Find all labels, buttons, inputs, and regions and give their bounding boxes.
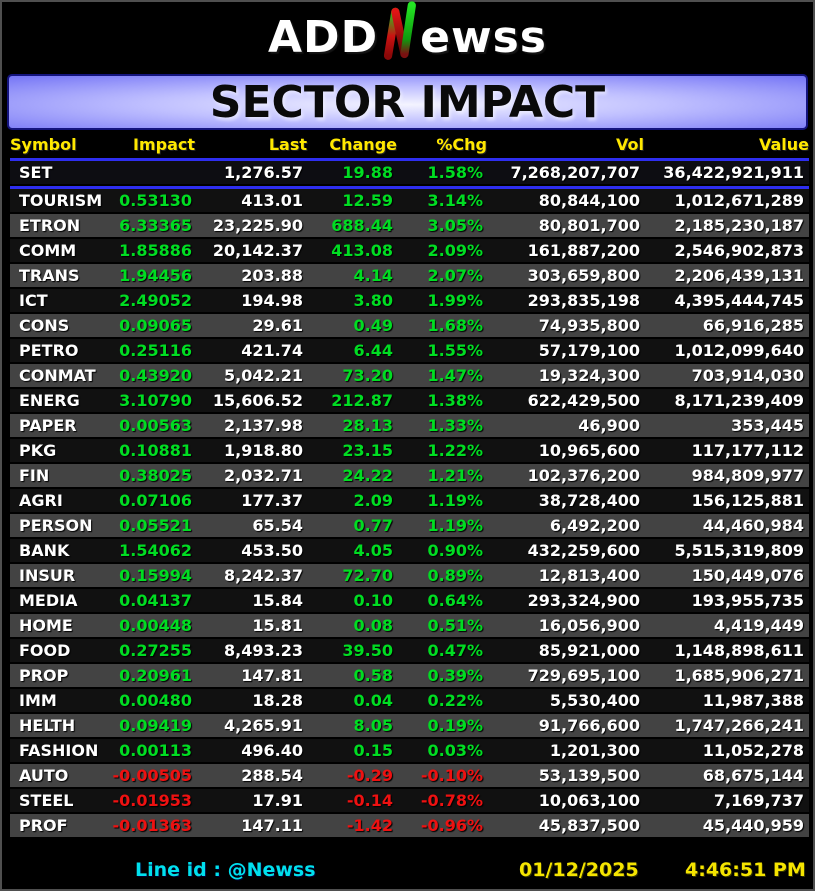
table-header-row [10,130,809,158]
cell-value: 5,515,319,809 [674,541,804,560]
cell-symbol: INSUR [19,566,76,585]
cell-symbol: TRANS [19,266,80,285]
cell-value: 44,460,984 [702,516,804,535]
cell-pct: -0.96% [420,816,483,835]
cell-value: 2,185,230,187 [674,216,804,235]
cell-symbol: HELTH [19,716,76,735]
cell-symbol: ENERG [19,391,80,410]
cell-symbol: ICT [19,291,48,310]
cell-last: 1,276.57 [224,163,303,182]
cell-vol: 57,179,100 [538,341,640,360]
logo-n-icon [379,0,419,75]
table-row [10,314,809,339]
cell-value: 66,916,285 [702,316,804,335]
cell-last: 4,265.91 [224,716,303,735]
cell-vol: 19,324,300 [538,366,640,385]
cell-symbol: TOURISM [19,191,103,210]
table-row [10,589,809,614]
cell-change: 413.08 [331,241,393,260]
footer [2,852,815,890]
line-id-label: Line id : @Newss [135,859,316,881]
cell-vol: 38,728,400 [538,491,640,510]
table-row [10,439,809,464]
cell-impact: 0.07106 [119,491,192,510]
table-row [10,389,809,414]
cell-value: 45,440,959 [702,816,804,835]
cell-pct: 1.58% [427,163,483,182]
cell-value: 1,012,671,289 [674,191,804,210]
cell-impact: 1.54062 [119,541,192,560]
cell-last: 65.54 [252,516,303,535]
table-row [10,664,809,689]
cell-vol: 10,063,100 [538,791,640,810]
table-row [10,189,809,214]
table-row [10,689,809,714]
cell-vol: 5,530,400 [549,691,640,710]
cell-pct: 3.14% [427,191,483,210]
cell-value: 1,747,266,241 [674,716,804,735]
cell-change: 4.05 [353,541,393,560]
table-row [10,414,809,439]
column-header-vol: Vol [616,134,644,154]
cell-impact: 0.05521 [119,516,192,535]
cell-value: 156,125,881 [691,491,804,510]
cell-last: 288.54 [241,766,303,785]
cell-last: 17.91 [252,791,303,810]
cell-pct: 0.39% [427,666,483,685]
column-header-last: Last [268,134,307,154]
cell-vol: 16,056,900 [538,616,640,635]
cell-value: 984,809,977 [691,466,804,485]
cell-value: 2,206,439,131 [674,266,804,285]
table-row [10,289,809,314]
cell-symbol: PROP [19,666,69,685]
cell-value: 68,675,144 [702,766,804,785]
cell-impact: 0.04137 [119,591,192,610]
cell-vol: 6,492,200 [549,516,640,535]
cell-value: 1,685,906,271 [674,666,804,685]
cell-change: 2.09 [353,491,393,510]
cell-vol: 622,429,500 [527,391,640,410]
cell-vol: 7,268,207,707 [510,163,640,182]
cell-pct: 1.19% [427,516,483,535]
table-row [10,764,809,789]
cell-symbol: MEDIA [19,591,78,610]
cell-impact: 0.53130 [119,191,192,210]
cell-symbol: HOME [19,616,73,635]
cell-pct: -0.78% [420,791,483,810]
cell-symbol: FOOD [19,641,71,660]
cell-impact: -0.01363 [112,816,192,835]
cell-change: 23.15 [342,441,393,460]
cell-value: 11,052,278 [702,741,804,760]
cell-value: 8,171,239,409 [674,391,804,410]
table-row [10,514,809,539]
cell-change: 0.58 [353,666,393,685]
cell-pct: 1.21% [427,466,483,485]
cell-vol: 729,695,100 [527,666,640,685]
cell-change: 8.05 [353,716,393,735]
cell-change: 28.13 [342,416,393,435]
cell-last: 8,493.23 [224,641,303,660]
cell-impact: -0.01953 [112,791,192,810]
cell-change: 39.50 [342,641,393,660]
banner [7,74,808,130]
cell-symbol: PAPER [19,416,77,435]
table-row [10,364,809,389]
cell-value: 4,419,449 [713,616,804,635]
cell-change: 0.77 [353,516,393,535]
cell-impact: 0.10881 [119,441,192,460]
cell-value: 150,449,076 [691,566,804,585]
cell-value: 1,012,099,640 [674,341,804,360]
cell-change: 3.80 [353,291,393,310]
cell-pct: 2.07% [427,266,483,285]
column-header-pct: %Chg [436,134,487,154]
cell-impact: 0.20961 [119,666,192,685]
app-header [2,2,813,72]
cell-change: 688.44 [331,216,393,235]
cell-symbol: CONS [19,316,70,335]
cell-change: 0.15 [353,741,393,760]
cell-change: 0.08 [353,616,393,635]
cell-last: 177.37 [241,491,303,510]
cell-change: 24.22 [342,466,393,485]
cell-pct: 0.19% [427,716,483,735]
cell-impact: 1.85886 [119,241,192,260]
cell-impact: 0.00480 [119,691,192,710]
cell-pct: 1.99% [427,291,483,310]
cell-impact: -0.00505 [112,766,192,785]
table-row [10,339,809,364]
cell-change: 212.87 [331,391,393,410]
table-row [10,814,809,839]
cell-pct: 0.47% [427,641,483,660]
logo-text-left: ADD [268,11,379,63]
cell-last: 496.40 [241,741,303,760]
cell-last: 15.81 [252,616,303,635]
cell-value: 117,177,112 [691,441,804,460]
cell-last: 2,137.98 [224,416,303,435]
cell-last: 29.61 [252,316,303,335]
cell-pct: -0.10% [420,766,483,785]
column-header-impact: Impact [132,134,195,154]
cell-vol: 45,837,500 [538,816,640,835]
table-row [10,714,809,739]
cell-vol: 80,844,100 [538,191,640,210]
cell-change: -0.29 [346,766,393,785]
table-row [10,539,809,564]
cell-change: 0.49 [353,316,393,335]
cell-symbol: ETRON [19,216,81,235]
cell-pct: 1.22% [427,441,483,460]
cell-last: 5,042.21 [224,366,303,385]
table-row [10,614,809,639]
cell-vol: 1,201,300 [549,741,640,760]
column-header-change: Change [329,134,397,154]
cell-vol: 293,835,198 [527,291,640,310]
cell-vol: 46,900 [578,416,640,435]
cell-impact: 0.09419 [119,716,192,735]
cell-vol: 10,965,600 [538,441,640,460]
table-row [10,739,809,764]
cell-value: 353,445 [731,416,804,435]
cell-last: 8,242.37 [224,566,303,585]
cell-pct: 0.90% [427,541,483,560]
cell-pct: 1.33% [427,416,483,435]
cell-change: 0.10 [353,591,393,610]
cell-vol: 85,921,000 [538,641,640,660]
cell-symbol: AUTO [19,766,69,785]
cell-vol: 53,139,500 [538,766,640,785]
page-title: SECTOR IMPACT [209,76,606,128]
logo-text-right: ewss [420,11,547,63]
cell-symbol: BANK [19,541,70,560]
cell-pct: 2.09% [427,241,483,260]
cell-symbol: STEEL [19,791,74,810]
table-row [10,464,809,489]
cell-pct: 0.03% [427,741,483,760]
cell-impact: 0.43920 [119,366,192,385]
cell-vol: 432,259,600 [527,541,640,560]
app-logo [268,0,547,75]
date-label: 01/12/2025 [519,859,639,881]
cell-last: 15,606.52 [212,391,303,410]
cell-last: 147.11 [241,816,303,835]
cell-change: 0.04 [353,691,393,710]
cell-symbol: FIN [19,466,50,485]
cell-value: 703,914,030 [691,366,804,385]
time-label: 4:46:51 PM [685,859,806,881]
cell-value: 4,395,444,745 [674,291,804,310]
cell-vol: 74,935,800 [538,316,640,335]
cell-vol: 293,324,900 [527,591,640,610]
cell-symbol: FASHION [19,741,99,760]
cell-impact: 2.49052 [119,291,192,310]
cell-last: 203.88 [241,266,303,285]
cell-impact: 0.15994 [119,566,192,585]
cell-symbol: SET [19,163,53,182]
table-row [10,489,809,514]
cell-symbol: PETRO [19,341,79,360]
cell-symbol: PERSON [19,516,93,535]
cell-vol: 102,376,200 [527,466,640,485]
table-row [10,639,809,664]
cell-last: 421.74 [241,341,303,360]
column-header-symbol: Symbol [10,134,77,154]
table-row [10,239,809,264]
cell-pct: 0.64% [427,591,483,610]
cell-symbol: COMM [19,241,77,260]
cell-value: 193,955,735 [691,591,804,610]
cell-last: 194.98 [241,291,303,310]
cell-change: 72.70 [342,566,393,585]
cell-last: 1,918.80 [224,441,303,460]
cell-change: -1.42 [346,816,393,835]
cell-last: 20,142.37 [212,241,303,260]
cell-last: 18.28 [252,691,303,710]
cell-value: 7,169,737 [713,791,804,810]
cell-impact: 0.00113 [119,741,192,760]
cell-value: 1,148,898,611 [674,641,804,660]
cell-impact: 0.09065 [119,316,192,335]
table-row [10,214,809,239]
cell-change: 73.20 [342,366,393,385]
cell-pct: 3.05% [427,216,483,235]
cell-last: 147.81 [241,666,303,685]
cell-symbol: CONMAT [19,366,96,385]
cell-change: 12.59 [342,191,393,210]
column-header-value: Value [758,134,809,154]
cell-symbol: PKG [19,441,57,460]
cell-impact: 0.00563 [119,416,192,435]
table-row [10,564,809,589]
table-row [10,789,809,814]
cell-vol: 303,659,800 [527,266,640,285]
cell-symbol: AGRI [19,491,63,510]
cell-vol: 91,766,600 [538,716,640,735]
cell-last: 23,225.90 [212,216,303,235]
cell-vol: 161,887,200 [527,241,640,260]
cell-pct: 1.19% [427,491,483,510]
cell-pct: 0.51% [427,616,483,635]
cell-last: 453.50 [241,541,303,560]
cell-impact: 0.27255 [119,641,192,660]
cell-change: 6.44 [353,341,393,360]
cell-impact: 3.10790 [119,391,192,410]
cell-symbol: PROF [19,816,68,835]
cell-value: 36,422,921,911 [663,163,804,182]
table-row [10,264,809,289]
cell-impact: 0.25116 [119,341,192,360]
cell-vol: 12,813,400 [538,566,640,585]
cell-impact [107,161,195,184]
cell-impact: 6.33365 [119,216,192,235]
cell-last: 413.01 [241,191,303,210]
sector-table [10,130,809,839]
cell-pct: 1.38% [427,391,483,410]
cell-change: 4.14 [353,266,393,285]
cell-pct: 1.55% [427,341,483,360]
cell-impact: 0.38025 [119,466,192,485]
cell-change: -0.14 [346,791,393,810]
table-row [10,161,809,186]
cell-last: 2,032.71 [224,466,303,485]
cell-pct: 0.22% [427,691,483,710]
cell-value: 11,987,388 [702,691,804,710]
cell-impact: 1.94456 [119,266,192,285]
cell-value: 2,546,902,873 [674,241,804,260]
cell-vol: 80,801,700 [538,216,640,235]
cell-pct: 1.68% [427,316,483,335]
cell-pct: 1.47% [427,366,483,385]
cell-symbol: IMM [19,691,57,710]
cell-last: 15.84 [252,591,303,610]
cell-pct: 0.89% [427,566,483,585]
cell-impact: 0.00448 [119,616,192,635]
cell-change: 19.88 [342,163,393,182]
